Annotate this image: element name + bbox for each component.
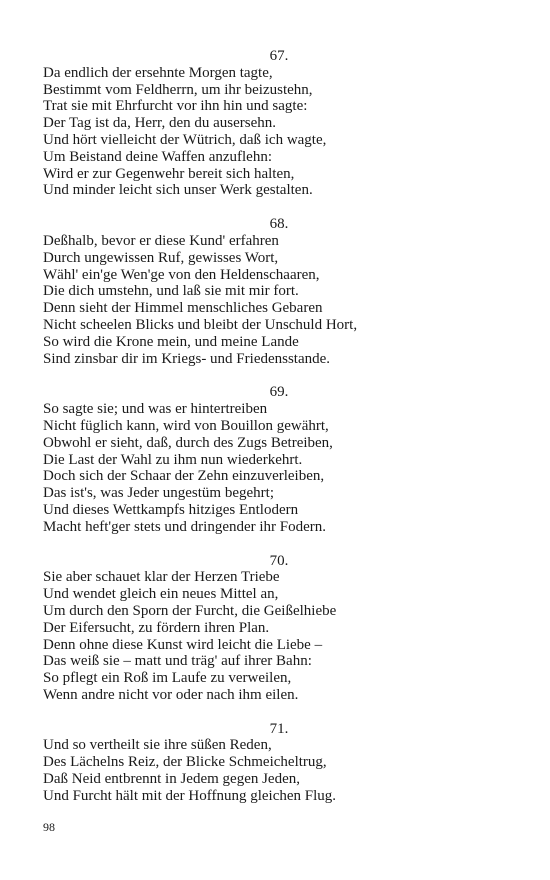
verse-line: Daß Neid entbrennt in Jedem gegen Jeden,: [43, 771, 300, 788]
stanza-number: 69.: [269, 384, 289, 401]
verse-line: Wird er zur Gegenwehr bereit sich halten,: [43, 165, 295, 182]
stanza-number: 70.: [269, 552, 289, 569]
verse-line: So pflegt ein Roß im Laufe zu verweilen,: [43, 670, 292, 687]
verse-line: Macht heft'ger stets und dringender ihr Fodern.: [43, 518, 327, 535]
verse-line: Um Beistand deine Waffen anzuflehn:: [43, 148, 272, 165]
verse-line: Und dieses Wettkampfs hitziges Entlodern: [43, 501, 299, 518]
stanza-number: 71.: [269, 720, 289, 737]
stanza: [43, 553, 503, 704]
verse-line: Da endlich der ersehnte Morgen tagte,: [43, 64, 273, 81]
stanza-list: [43, 48, 503, 822]
verse-line: Das weiß sie – matt und träg' auf ihrer Bahn:: [43, 653, 312, 670]
stanza: [43, 721, 503, 805]
verse-line: Bestimmt vom Feldherrn, um ihr beizustehn,: [43, 81, 313, 98]
verse-line: Und wendet gleich ein neues Mittel an,: [43, 586, 279, 603]
verse-line: Obwohl er sieht, daß, durch des Zugs Betreiben,: [43, 434, 333, 451]
stanza: [43, 216, 503, 367]
verse-line: Und minder leicht sich unser Werk gestalten.: [43, 182, 313, 199]
verse-line: Denn ohne diese Kunst wird leicht die Liebe –: [43, 636, 323, 653]
stanza-number: 67.: [269, 48, 289, 64]
verse-line: Durch ungewissen Ruf, gewisses Wort,: [43, 249, 279, 266]
verse-line: So sagte sie; und was er hintertreiben: [43, 401, 268, 418]
verse-line: Der Tag ist da, Herr, den du ausersehn.: [43, 115, 276, 132]
verse-line: Die dich umstehn, und laß sie mit mir fort.: [43, 283, 299, 300]
verse-line: So wird die Krone mein, und meine Lande: [43, 333, 299, 350]
page-number: 98: [43, 820, 55, 834]
verse-line: Und hört vielleicht der Wütrich, daß ich wagte,: [43, 131, 327, 148]
verse-line: Wähl' ein'ge Wen'ge von den Heldenschaaren,: [43, 266, 320, 283]
verse-line: Doch sich der Schaar der Zehn einzuverleiben,: [43, 468, 325, 485]
stanza-number: 68.: [269, 216, 289, 233]
verse-line: Die Last der Wahl zu ihm nun wiederkehrt.: [43, 451, 303, 468]
verse-line: Wenn andre nicht vor oder nach ihm eilen.: [43, 686, 299, 703]
verse-line: Das ist's, was Jeder ungestüm begehrt;: [43, 485, 274, 502]
verse-line: Der Eifersucht, zu fördern ihren Plan.: [43, 619, 270, 636]
verse-line: Sie aber schauet klar der Herzen Triebe: [43, 569, 280, 586]
verse-line: Denn sieht der Himmel menschliches Gebaren: [43, 300, 323, 317]
verse-line: Und Furcht hält mit der Hoffnung gleichen Flug.: [43, 787, 337, 804]
stanza: [43, 48, 503, 199]
verse-line: Des Lächelns Reiz, der Blicke Schmeicheltrug,: [43, 754, 327, 771]
verse-line: Um durch den Sporn der Furcht, die Geißelhiebe: [43, 602, 337, 619]
stanza: [43, 384, 503, 535]
verse-line: Nicht füglich kann, wird von Bouillon gewährt,: [43, 417, 329, 434]
verse-line: Trat sie mit Ehrfurcht vor ihn hin und sagte:: [43, 98, 308, 115]
verse-line: Sind zinsbar dir im Kriegs- und Friedensstande.: [43, 350, 331, 367]
verse-line: Nicht scheelen Blicks und bleibt der Unschuld Hort,: [43, 316, 358, 333]
verse-line: Deßhalb, bevor er diese Kund' erfahren: [43, 232, 279, 249]
verse-line: Und so vertheilt sie ihre süßen Reden,: [43, 737, 272, 754]
